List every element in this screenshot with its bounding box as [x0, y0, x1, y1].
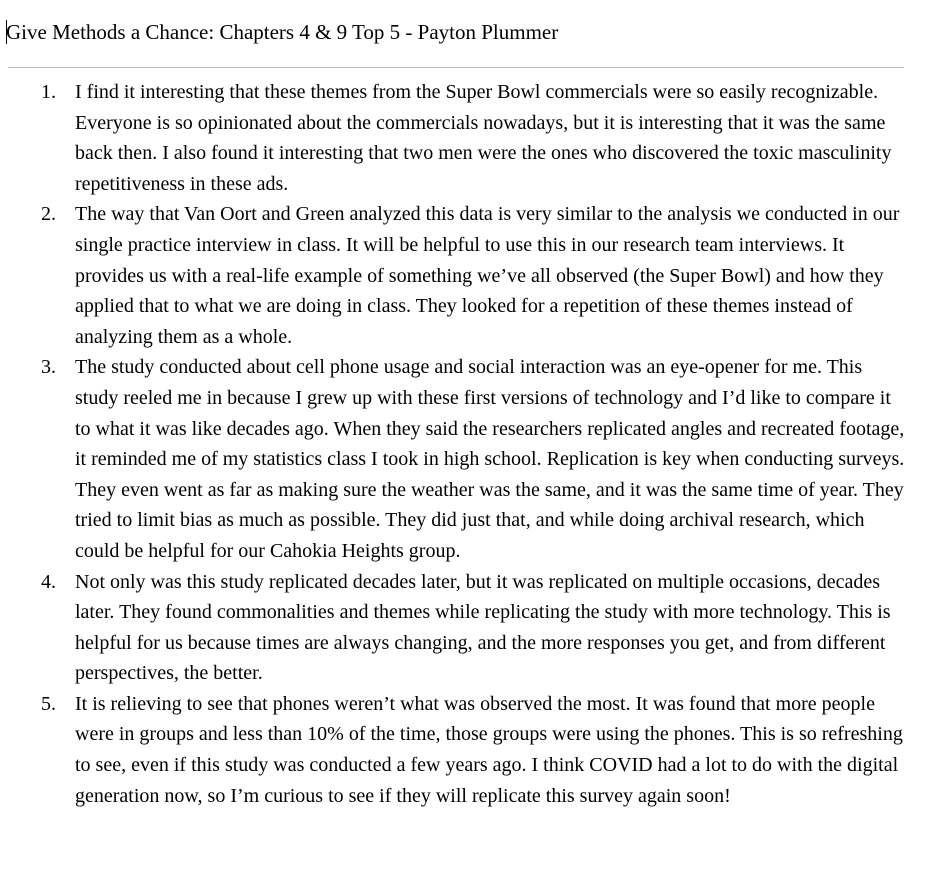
- title-divider: [8, 67, 904, 68]
- list-item-text[interactable]: It is relieving to see that phones weren’t what was observed the most. It was found that more people were in groups and less than 10% of the time, those groups were using the phones. This is so refreshing to see, even if this study was conducted a few years ago. I think COVID had a lot to do with the digital generation now, so I’m curious to see if they will replicate this survey again soon!: [75, 692, 903, 807]
- list-item-number: 4.: [41, 570, 56, 593]
- list-item-number: 1.: [41, 81, 56, 103]
- list-item-4[interactable]: [0, 567, 905, 689]
- list-item-text[interactable]: The study conducted about cell phone usage and social interaction was an eye-opener for me. This study reeled me in because I grew up with these first versions of technology and I’d like to compare it to what it was like decades ago. When they said the researchers replicated angles and recreated footage, it reminded me of my statistics class I took in high school. Replication is key when conducting surveys. They even went as far as making sure the weather was the same, and it was the same time of year. They tried to limit bias as much as possible. They did just that, and while doing archival research, which could be helpful for our Cahokia Heights group.: [75, 356, 905, 562]
- list-item-text[interactable]: Not only was this study replicated decades later, but it was replicated on multiple occasions, decades later. They found commonalities and themes while replicating the study with more technology. This is helpful for us because times are always changing, and the more responses you get, and from different perspectives, the better.: [75, 570, 891, 685]
- list-item-5[interactable]: [0, 689, 905, 811]
- top-five-list: [0, 77, 905, 811]
- list-item-1[interactable]: [0, 77, 905, 199]
- list-item-text[interactable]: I find it interesting that these themes from the Super Bowl commercials were so easily recognizable. Everyone is so opinionated about the commercials nowadays, but it is interesting that it was the same back then. I also found it interesting that two men were the ones who discovered the toxic masculinity repetitiveness in these ads.: [75, 81, 892, 195]
- list-item-number: 3.: [41, 356, 56, 379]
- list-item-3[interactable]: [0, 352, 905, 566]
- list-item-text[interactable]: The way that Van Oort and Green analyzed this data is very similar to the analysis we conducted in our single practice interview in class. It will be helpful to use this in our research team interviews. It provides us with a real-life example of something we’ve all observed (the Super Bowl) and how they applied that to what we are doing in class. They looked for a repetition of these themes instead of analyzing them as a whole.: [75, 203, 900, 348]
- list-item-2[interactable]: [0, 199, 905, 352]
- list-item-number: 5.: [41, 692, 56, 715]
- list-item-number: 2.: [41, 203, 56, 226]
- document-title[interactable]: Give Methods a Chance: Chapters 4 & 9 Top 5 - Payton Plummer: [6, 20, 559, 44]
